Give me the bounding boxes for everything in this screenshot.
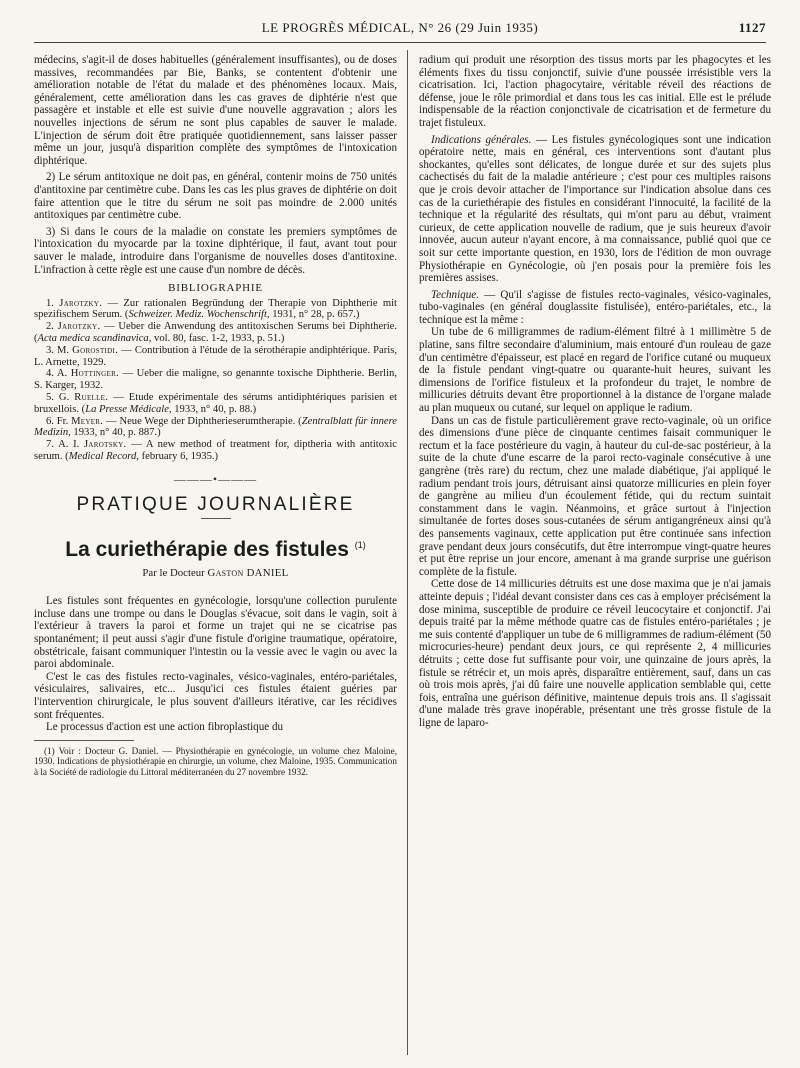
section-heading: Indications générales. xyxy=(431,133,532,146)
paragraph: Un tube de 6 milligrammes de radium-élément filtré à 1 millimètre 5 de platine, sans filtre secondaire d'aluminium, mais entouré d'un rouleau de gaze d'un centimètre d'épaisseur, est placé en regard de l'orifice cutané ou muqueux de la fistule pendant vingt-quatre ou quarante-huit heures, suivant les dimensions de l'orifice fistuleux et la profondeur du trajet, le nombre de millicuries détruits devant être proportionnel à la distance de l'organe malade au plan muqueux ou cutané, sur lequel on applique le radium. xyxy=(419,326,771,415)
paragraph: C'est le cas des fistules recto-vaginales, vésico-vaginales, entéro-pariétales, vésiculaires, salivaires, etc... Jusqu'ici ces fistules étaient guéries par l'intervention chirurgicale, le plus souvent d'ailleurs itérative, car les récidives sont fréquentes. xyxy=(34,670,397,721)
header-rule xyxy=(34,42,766,43)
paragraph: Dans un cas de fistule particulièrement grave recto-vaginale, où un orifice des dimensions d'une pièce de cinquante centimes faisait communiquer le rectum et la face postérieure du vagin, à hauteur du cul-de-sac postérieur, à la suite de la chute d'une escarre de la paroi recto-vaginale consécutive à une gangrène (très rare) du rectum, chez une malade diabétique, j'ai appliqué le radium pendant trois jours, détruisant ainsi quatorze millicuries en plein foyer de gangrène au milieu d'un écoulement fétide, qui du rectum suintait constamment dans le vagin. Néanmoins, et grâce surtout à l'injection simultanée de fortes doses sous-cutanées de sérum antigangréneux ainsi qu'à des pansements vaginaux, cette application put être continuée sans infection grave pendant deux jours consécutifs, dut être interrompue vingt-quatre heures et put être reprise un jour encore, amenant à ma grande surprise une guérison complète de la fistule. xyxy=(419,414,771,578)
article-title: La curiethérapie des fistules $^{(1)}$ xyxy=(65,538,366,562)
left-column xyxy=(34,54,397,1054)
section-heading: Technique. xyxy=(431,288,479,301)
column-divider xyxy=(407,50,408,1055)
footnote-rule xyxy=(34,740,134,741)
bibliography-list xyxy=(34,298,397,463)
footnote: (1) Voir : Docteur G. Daniel. — Physiothérapie en gynécologie, un volume chez Maloine, 1930. Indications de physiothérapie en chirurgie, un volume, chez Maloine, 1935. Communication à la Société de radiologie du Littoral méditerranéen du 27 novembre 1932. xyxy=(34,745,397,777)
paragraph: 2) Le sérum antitoxique ne doit pas, en général, contenir moins de 750 unités d'antitoxine par centimètre cube. Dans les cas les plus graves de diphtérie on doit faire attention que le titre du sérum ne soit pas moindre de 2.000 unités antitoxiques par centimètre cube. xyxy=(34,171,397,222)
author-name: Gaston DANIEL xyxy=(207,566,289,579)
page-number: 1127 xyxy=(738,20,766,35)
paragraph: médecins, s'agit-il de doses habituelles (généralement insuffisantes), ou de doses massives, recommandées par Bie, Banks, se contentent d'obtenir une amélioration notable de l'état du malade et des phénomènes locaux. Mais, généralement, cette amélioration dans les cas graves de diphtérie n'est que passagère et instable et elle est suivie d'une nouvelle aggravation ; alors les nouvelles injections de sérum ne sont plus capables de sauver le malade. L'injection de sérum doit être pratiquée quotidiennement, sans laisser passer même un jour, jusqu'à disparition complète des symptômes de l'intoxication diphtérique. xyxy=(34,54,397,167)
title-footnote-marker: (1) xyxy=(354,540,366,551)
bibliography-entry: 7. A. I. Jarotsky. — A new method of treatment for, diptheria with antitoxic serum. (Medical Record, february 6, 1935.) xyxy=(34,439,397,463)
bibliography-entry: 6. Fr. Meyer. — Neue Wege der Diphtherieserumtherapie. (Zentralblatt für innere Medizin, 1933, n° 40, p. 887.) xyxy=(34,415,397,439)
paragraph: Technique. — Qu'il s'agisse de fistules recto-vaginales, vésico-vaginales, tubo-vaginales (en général douglassite fistulisée), entéro-pariétales, etc., la technique est la même : xyxy=(419,288,771,326)
bibliography-entry: 3. M. Gorostidi. — Contribution à l'étude de la sérothérapie andiphtérique. Paris, L. Arnette, 1929. xyxy=(34,344,397,368)
bibliography-heading: BIBLIOGRAPHIE xyxy=(168,282,263,295)
paragraph: radium qui produit une résorption des tissus morts par les phagocytes et les éléments fixes du tissu conjonctif, suivie d'une poussée irrésistible vers la cicatrisation. Ici, l'action phagocytaire, véritable réveil des réactions de défense, joue le rôle primordial et dans tous les cas initial. Elle est le prélude indispensable de la réaction conjonctivale de cicatrisation et de fermeture du trajet fistuleux. xyxy=(419,54,771,129)
bibliography-entry: 5. G. Ruelle. — Etude expérimentale des sérums antidiphtériques parisien et bruxellois. (La Presse Médicale, 1933, n° 40, p. 88.) xyxy=(34,392,397,415)
paragraph: Le processus d'action est une action fibroplastique du xyxy=(46,721,284,734)
right-column xyxy=(419,54,771,1054)
bibliography-entry: 2. Jarotzky. — Ueber die Anwendung des antitoxischen Serums bei Diphtherie. (Acta medica scandinavica, vol. 80, fasc. 1-2, 1933, p. 51.) xyxy=(34,321,397,345)
rubric-rule xyxy=(201,518,231,519)
rubric-heading: PRATIQUE JOURNALIÈRE xyxy=(76,494,355,516)
paragraph: Les fistules sont fréquentes en gynécologie, lorsqu'une collection purulente incluse dans une trompe ou dans le Douglas s'évacue, soit dans le vagin, soit à l'extérieur à travers la paroi et forme un trajet qui ne se cicatrise pas spontanément; il peut aussi s'agir d'une fistule d'origine traumatique, opératoire, obstétricale, faisant communiquer l'intestin ou la vessie avec le vagin ou avec la paroi abdominale. xyxy=(34,595,397,671)
paragraph: Cette dose de 14 millicuries détruits est une dose maxima que je n'ai jamais atteinte depuis ; l'idéal devant consister dans ces cas à employer précisément la dose minima, susceptible de produire ce réveil leucocytaire et conjonctif. J'ai depuis traité par la même méthode quatre cas de fistules entéro-pariétales ; je me suis contenté d'appliquer un tube de 6 milligrammes de radium-élément (50 microcuries-heure) pendant deux jours, ce qui représente 2, 4 millicuries détruits ; cette dose fut suffisante pour voir, une quinzaine de jours après, la fistule se rétrécir et, un mois après, disparaître entièrement, sauf, dans un cas où trois mois après, j'ai dû faire une nouvelle application semblable qui, cette fois, entraîna une guérison définitive, maintenue depuis trois ans. Il s'agissait d'une malade très grave inopérable, présentant une très grosse fistule de la ligne de laparo- xyxy=(419,578,771,729)
paragraph: Indications générales. — Les fistules gynécologiques sont une indication opératoire nette, mais en général, ces interventions sont d'autant plus shockantes, qu'elles sont délicates, de longue durée et sur des sujets plus cachectisés du fait de la maladie antérieure ; c'est pour ces multiples raisons que je crois devoir attacher de l'importance sur l'indication absolue dans ces cas de la curiethérapie des fistules en considérant l'innocuité, la facilité de la technique et la régularité des résultats, qui m'ont paru au début, vraiment curieux, de cette application nouvelle de radium, que je suis heureux d'avoir innovée, aucun auteur n'ayant encore, à ma connaissance, publié quoi que ce soit sur cette importante question, en 1930, lors de l'édition de mon ouvrage Physiothérapie en Gynécologie, où j'en posais pour la première fois les premières assises. xyxy=(419,133,772,285)
running-header xyxy=(34,20,766,38)
paragraph: 3) Si dans le cours de la maladie on constate les premiers symptômes de l'intoxication du myocarde par la toxine diphtérique, il faut, avant tout pour sauver le malade, introduire dans l'organisme de nouvelles doses d'antitoxine. L'infraction à cette règle est une cause d'un nombre de décès. xyxy=(34,225,397,276)
bibliography-entry: 4. A. Hottinger. — Ueber die maligne, so genannte toxische Diphtherie. Berlin, S. Karger, 1932. xyxy=(34,368,397,392)
bibliography-entry: 1. Jarotzky. — Zur rationalen Begründung der Therapie von Diphtherie mit spezifischem Serum. (Schweizer. Mediz. Wochenschrift, 1931, n° 28, p. 657.) xyxy=(34,297,397,321)
section-ornament: ———•——— xyxy=(173,471,258,486)
running-head: LE PROGRÈS MÉDICAL, N° 26 (29 Juin 1935) xyxy=(261,20,539,35)
byline: Par le Docteur Gaston DANIEL xyxy=(142,566,289,579)
